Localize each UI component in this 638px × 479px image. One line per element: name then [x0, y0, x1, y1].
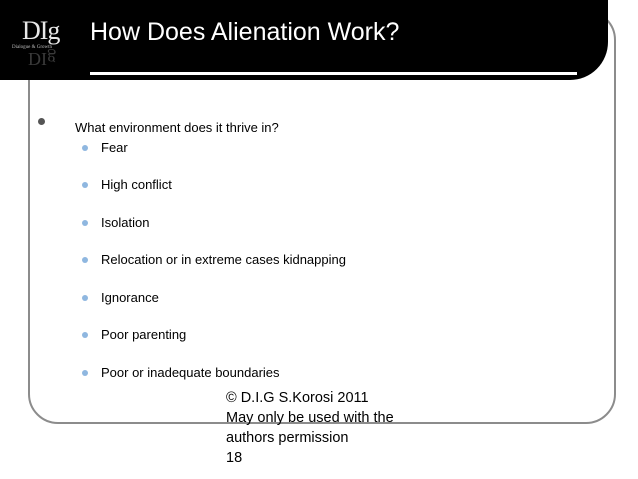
permission-line-2: authors permission [226, 430, 349, 446]
list-item [0, 140, 600, 160]
main-bullet-text: What environment does it thrive in? [75, 120, 279, 135]
list-item [0, 365, 600, 385]
logo-subtitle: Dialogue & Growth [12, 45, 52, 50]
list-item-text: High conflict [101, 177, 172, 192]
copyright-footer [226, 388, 394, 468]
bullet-icon [82, 145, 88, 151]
list-item-text: Relocation or in extreme cases kidnapping [101, 252, 346, 267]
slide-title: How Does Alienation Work? [90, 18, 400, 46]
logo-mark: DIg [22, 16, 60, 45]
list-item [0, 327, 600, 347]
list-item-text: Isolation [101, 215, 150, 230]
bullet-icon [82, 220, 88, 226]
bullet-icon [82, 257, 88, 263]
page-number: 18 [226, 450, 243, 466]
bullet-icon [82, 182, 88, 188]
list-item [0, 290, 600, 310]
bullet-icon [82, 332, 88, 338]
copyright-line: © D.I.G S.Korosi 2011 [226, 390, 369, 406]
logo [8, 10, 72, 69]
bullet-icon [82, 295, 88, 301]
list-item-text: Fear [101, 140, 128, 155]
logo-reflection: DIg [28, 49, 56, 69]
list-item [0, 252, 600, 272]
list-item-text: Ignorance [101, 290, 159, 305]
bullet-icon [82, 370, 88, 376]
list-item [0, 215, 600, 235]
list-item [0, 177, 600, 197]
list-item-text: Poor or inadequate boundaries [101, 365, 280, 380]
title-underline [90, 72, 577, 75]
permission-line-1: May only be used with the [226, 410, 394, 426]
list-item-text: Poor parenting [101, 327, 187, 342]
main-bullet-icon [38, 118, 45, 125]
title-bar [0, 0, 608, 80]
